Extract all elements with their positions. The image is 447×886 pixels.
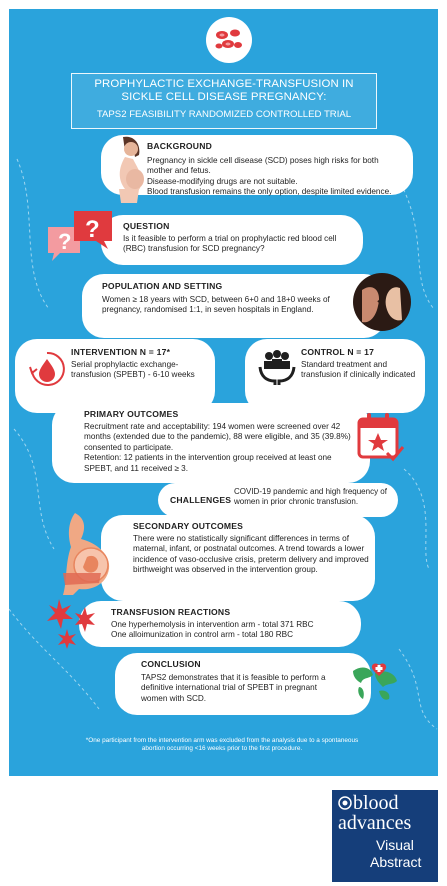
secondary-heading: SECONDARY OUTCOMES xyxy=(133,521,244,531)
primary-line: Retention: 12 patients in the intervention group received at least one SPEBT, and 11 received ≥ 3. xyxy=(84,453,332,473)
reactions-line: One hyperhemolysis in intervention arm - total 371 RBC xyxy=(111,620,314,629)
challenges-text: COVID-19 pandemic and high frequency of women in prior chronic transfusion. xyxy=(234,487,387,506)
background-heading: BACKGROUND xyxy=(147,141,213,151)
globe-health-icon xyxy=(349,661,401,707)
blood-cells-icon xyxy=(206,17,252,63)
blood-drop-cycle-icon xyxy=(28,349,66,389)
title-line-2: SICKLE CELL DISEASE PREGNANCY: xyxy=(121,91,327,103)
logo-word-2: advances xyxy=(338,812,412,834)
background-line: Disease-modifying drugs are not suitable. xyxy=(147,176,298,186)
pregnant-woman-icon xyxy=(105,133,155,205)
challenges-card xyxy=(158,483,398,517)
population-card xyxy=(82,274,386,338)
question-bubbles-icon xyxy=(46,209,118,267)
svg-text:?: ? xyxy=(85,216,100,243)
population-text: Women ≥ 18 years with SCD, between 6+0 and 18+0 weeks of pregnancy, randomised 1:1, in seven hospitals in England. xyxy=(102,295,330,315)
calendar-star-icon xyxy=(355,409,405,465)
reactions-line: One alloimunization in control arm - total 180 RBC xyxy=(111,630,294,640)
conclusion-card xyxy=(115,653,371,715)
question-card xyxy=(101,215,363,265)
question-heading: QUESTION xyxy=(123,221,170,231)
conclusion-text: TAPS2 demonstrates that it is feasible to perform a definitive international trial of SPEBT in pregnant women with SCD. xyxy=(141,673,326,703)
challenges-heading: CHALLENGES xyxy=(170,495,232,505)
transfusion-reactions-card xyxy=(79,601,361,647)
abstract-panel xyxy=(9,9,438,776)
reactions-heading: TRANSFUSION REACTIONS xyxy=(111,607,231,617)
supporting-hands-icon xyxy=(257,347,297,387)
title-line-1: PROPHYLACTIC EXCHANGE-TRANSFUSION IN xyxy=(94,78,354,90)
svg-text:?: ? xyxy=(58,229,72,254)
control-heading: CONTROL N = 17 xyxy=(301,347,375,357)
secondary-outcomes-card xyxy=(101,515,375,601)
title-subtitle: TAPS2 FEASIBILITY RANDOMIZED CONTROLLED TRIAL xyxy=(96,109,352,120)
primary-line: Recruitment rate and acceptability: 194 women were screened over 42 months (extended due to the pandemic), 88 were eligible, and 35 (39.8%) consented to participate. xyxy=(84,422,351,452)
population-heading: POPULATION AND SETTING xyxy=(102,281,223,291)
primary-heading: PRIMARY OUTCOMES xyxy=(84,409,179,419)
intervention-text: Serial prophylactic exchange-transfusion (SPEBT) - 6-10 weeks xyxy=(71,360,195,380)
conclusion-heading: CONCLUSION xyxy=(141,659,201,669)
secondary-text: There were no statistically significant differences in terms of maternal, infant, or postnatal outcomes. A trend towards a lower incidence of vaso-occlusive crisis, preterm delivery and improved birthweight was observed in the intervention group. xyxy=(133,534,369,575)
footnote: *One participant from the intervention arm was excluded from the analysis due to a spontaneous abortion occurring <16 weeks prior to the first procedure. xyxy=(85,737,359,753)
question-text: Is it feasible to perform a trial on prophylactic red blood cell (RBC) transfusion for SCD pregnancy? xyxy=(123,234,337,254)
women-profiles-icon xyxy=(352,272,412,332)
title-box xyxy=(71,73,377,129)
background-line: Pregnancy in sickle cell disease (SCD) poses high risks for both mother and fetus. xyxy=(147,156,379,176)
blood-advances-logo xyxy=(332,790,438,882)
logo-mark-icon xyxy=(338,796,352,810)
background-line: Blood transfusion remains the only option, despite limited evidence. xyxy=(147,187,392,197)
intervention-heading: INTERVENTION N = 17* xyxy=(71,347,171,357)
pregnant-belly-icon xyxy=(57,513,127,595)
logo-word-4: Abstract xyxy=(370,854,422,870)
logo-word-1: blood xyxy=(353,792,399,814)
reaction-burst-icon xyxy=(45,597,101,649)
logo-word-3: Visual xyxy=(376,837,414,853)
primary-outcomes-card xyxy=(52,403,370,483)
control-text: Standard treatment and transfusion if clinically indicated xyxy=(301,360,416,380)
